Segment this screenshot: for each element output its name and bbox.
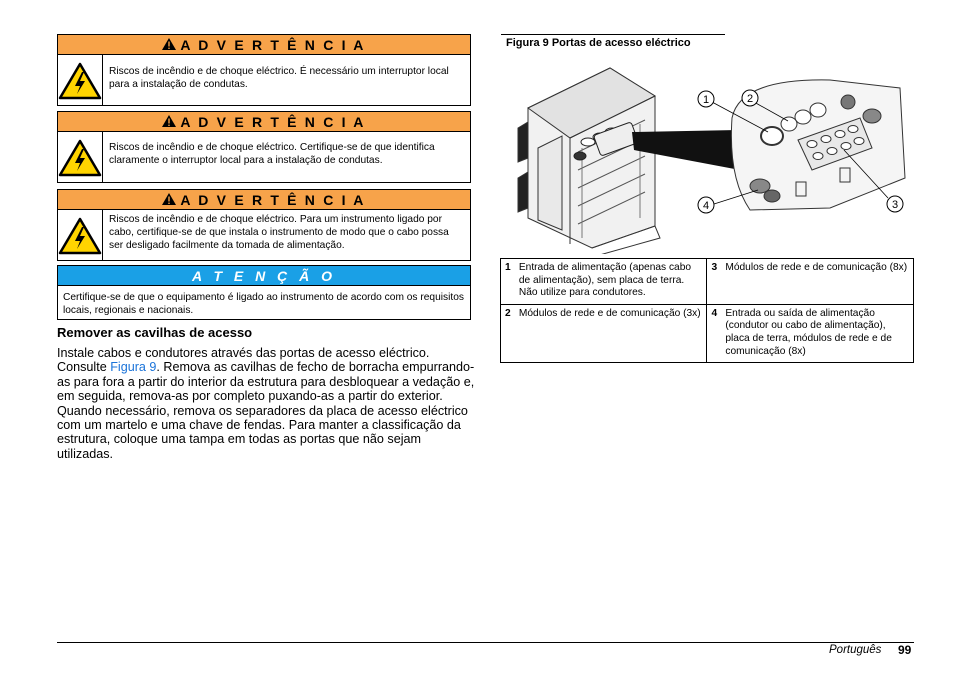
section-paragraph [57, 346, 477, 461]
warning-triangle-icon [162, 114, 176, 130]
warning-text: Riscos de incêndio e de choque eléctrico. Certifique-se de que identifica claramente o interruptor local para a instalação de condutas. [109, 142, 435, 166]
legend-text: Entrada ou saída de alimentação (condutor ou cabo de alimentação), placa de terra, módulos de rede e de comunicação (8x) [721, 304, 913, 362]
electrical-hazard-icon [58, 132, 103, 183]
figure-rule [501, 34, 725, 35]
footer-rule [57, 642, 914, 643]
electrical-hazard-icon [58, 55, 103, 106]
warning-box-1 [57, 34, 471, 106]
table-row [501, 259, 914, 305]
warning-triangle-icon [162, 192, 176, 208]
callout-3: 3 [891, 199, 899, 211]
electrical-hazard-icon [58, 210, 103, 261]
warning-header [58, 190, 470, 210]
figure-legend-table [500, 258, 914, 363]
legend-text: Módulos de rede e de comunicação (8x) [721, 259, 913, 305]
notice-box [57, 265, 471, 320]
paragraph-text-1: Instale cabos e condutores através das portas de acesso eléctrico. Consulte [57, 346, 430, 375]
paragraph-text-2: . Remova as cavilhas de fecho de borracha empurrando-as para fora a partir do interior da estrutura para desbloquear a vedação e, em seguida, remova-as por completo puxando-as a partir do exterior. Quando necessário, remova os separadores da placa de acesso eléctrico com um martelo e uma chave de fendas. Para manter a classificação da estrutura, coloque uma tampa em todas as portas que não sejam utilizadas. [57, 360, 475, 461]
warning-text: Riscos de incêndio e de choque eléctrico. É necessário um interruptor local para a instalação de condutas. [109, 66, 449, 90]
warning-title: A D V E R T Ê N C I A [180, 191, 366, 208]
warning-triangle-icon [162, 37, 176, 53]
legend-number: 1 [501, 259, 515, 305]
page-number: 99 [898, 643, 912, 657]
warning-box-2 [57, 111, 471, 183]
section-title: Remover as cavilhas de acesso [57, 325, 253, 340]
access-ports-illustration [500, 58, 914, 254]
callout-2: 2 [746, 93, 754, 105]
legend-text: Módulos de rede e de comunicação (3x) [515, 304, 707, 362]
warning-box-3 [57, 189, 471, 261]
warning-title: A D V E R T Ê N C I A [180, 113, 366, 130]
enclosure-drawing [518, 68, 660, 254]
footer-language: Português [829, 644, 882, 656]
notice-text: Certifique-se de que o equipamento é ligado ao instrumento de acordo com os requisitos locais, regionais e nacionais. [63, 292, 464, 316]
warning-title: A D V E R T Ê N C I A [180, 36, 366, 53]
callout-1: 1 [702, 94, 710, 106]
legend-number: 3 [707, 259, 721, 305]
legend-number: 4 [707, 304, 721, 362]
warning-text: Riscos de incêndio e de choque eléctrico. Para um instrumento ligado por cabo, certifique-se de que instala o instrumento de modo que o cabo possa ser desligado facilmente da tomada de alimentação. [109, 214, 449, 251]
warning-header [58, 112, 470, 132]
warning-header [58, 35, 470, 55]
notice-title: A T E N Ç Ã O [58, 266, 470, 286]
table-row [501, 304, 914, 362]
figure-link[interactable]: Figura 9 [110, 360, 157, 375]
legend-text: Entrada de alimentação (apenas cabo de alimentação), sem placa de terra. Não utilize para condutores. [515, 259, 707, 305]
legend-number: 2 [501, 304, 515, 362]
figure-caption: Figura 9 Portas de acesso eléctrico [506, 37, 691, 49]
callout-4: 4 [702, 200, 710, 212]
